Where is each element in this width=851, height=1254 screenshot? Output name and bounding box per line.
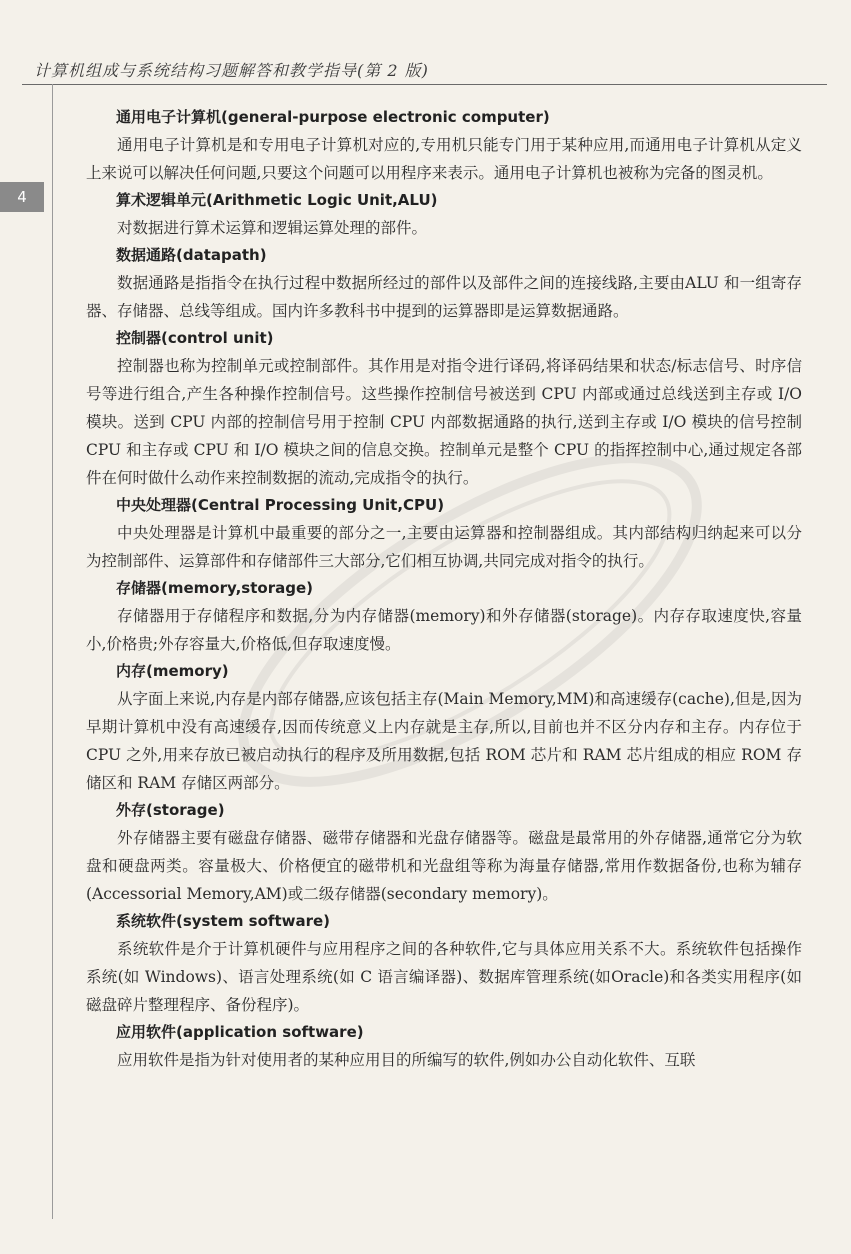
glossary-entry (86, 242, 802, 325)
glossary-entry (86, 797, 802, 908)
entry-definition: 存储器用于存储程序和数据,分为内存储器(memory)和外存储器(storage)。内存存取速度快,容量小,价格贵;外存容量大,价格低,但存取速度慢。 (86, 607, 802, 653)
entry-term: 内存(memory) (116, 662, 229, 680)
entry-term: 算术逻辑单元(Arithmetic Logic Unit,ALU) (116, 191, 438, 209)
entry-definition: 数据通路是指指令在执行过程中数据所经过的部件以及部件之间的连接线路,主要由ALU 和一组寄存器、存储器、总线等组成。国内许多教科书中提到的运算器即是运算数据通路。 (86, 274, 802, 320)
entry-term: 系统软件(system software) (116, 912, 331, 930)
entry-term: 控制器(control unit) (116, 329, 274, 347)
glossary-entry (86, 658, 802, 797)
glossary-entry (86, 104, 802, 187)
entry-definition: 应用软件是指为针对使用者的某种应用目的所编写的软件,例如办公自动化软件、互联 (117, 1051, 696, 1069)
glossary-entry (86, 492, 802, 575)
glossary-entry (86, 187, 802, 242)
glossary-entry (86, 325, 802, 492)
glossary-entry (86, 575, 802, 658)
entry-definition: 系统软件是介于计算机硬件与应用程序之间的各种软件,它与具体应用关系不大。系统软件包括操作系统(如 Windows)、语言处理系统(如 C 语言编译器)、数据库管理系统(如Oracle)和各类实用程序(如磁盘碎片整理程序、备份程序)。 (86, 940, 802, 1014)
entry-term: 中央处理器(Central Processing Unit,CPU) (116, 496, 445, 514)
entry-definition: 控制器也称为控制单元或控制部件。其作用是对指令进行译码,将译码结果和状态/标志信号、时序信号等进行组合,产生各种操作控制信号。这些操作控制信号被送到 CPU 内部或通过总线送到主存或 I/O 模块。送到 CPU 内部的控制信号用于控制 CPU 内部数据通路的执行,送到主存或 I/O 模块的信号控制 CPU 和主存或 CPU 和 I/O 模块之间的信息交换。控制单元是整个 CPU 的指挥控制中心,通过规定各部件在何时做什么动作来控制数据的流动,完成指令的执行。 (86, 357, 802, 487)
entry-definition: 对数据进行算术运算和逻辑运算处理的部件。 (117, 219, 428, 237)
entry-term: 通用电子计算机(general-purpose electronic computer) (116, 108, 550, 126)
entry-term: 存储器(memory,storage) (116, 579, 313, 597)
entry-term: 数据通路(datapath) (116, 246, 267, 264)
entry-definition: 中央处理器是计算机中最重要的部分之一,主要由运算器和控制器组成。其内部结构归纳起来可以分为控制部件、运算部件和存储部件三大部分,它们相互协调,共同完成对指令的执行。 (86, 524, 802, 570)
margin-rule (52, 84, 53, 1219)
running-header: 计算机组成与系统结构习题解答和教学指导(第 2 版) (34, 61, 429, 80)
header-rule (22, 84, 827, 85)
glossary-body (86, 104, 802, 1074)
entry-definition: 从字面上来说,内存是内部存储器,应该包括主存(Main Memory,MM)和高速缓存(cache),但是,因为早期计算机中没有高速缓存,因而传统意义上内存就是主存,所以,目前也并不区分内存和主存。内存位于 CPU 之外,用来存放已被启动执行的程序及所用数据,包括 ROM 芯片和 RAM 芯片组成的相应 ROM 存储区和 RAM 存储区两部分。 (86, 690, 802, 792)
entry-term: 外存(storage) (116, 801, 225, 819)
glossary-entry (86, 1019, 802, 1074)
entry-term: 应用软件(application software) (116, 1023, 364, 1041)
entry-definition: 通用电子计算机是和专用电子计算机对应的,专用机只能专门用于某种应用,而通用电子计算机从定义上来说可以解决任何问题,只要这个问题可以用程序来表示。通用电子计算机也被称为完备的图灵机。 (86, 136, 802, 182)
glossary-entry (86, 908, 802, 1019)
page-number-tab: 4 (0, 182, 44, 212)
entry-definition: 外存储器主要有磁盘存储器、磁带存储器和光盘存储器等。磁盘是最常用的外存储器,通常它分为软盘和硬盘两类。容量极大、价格便宜的磁带机和光盘组等称为海量存储器,常用作数据备份,也称为辅存(Accessorial Memory,AM)或二级存储器(secondary memory)。 (86, 829, 802, 903)
